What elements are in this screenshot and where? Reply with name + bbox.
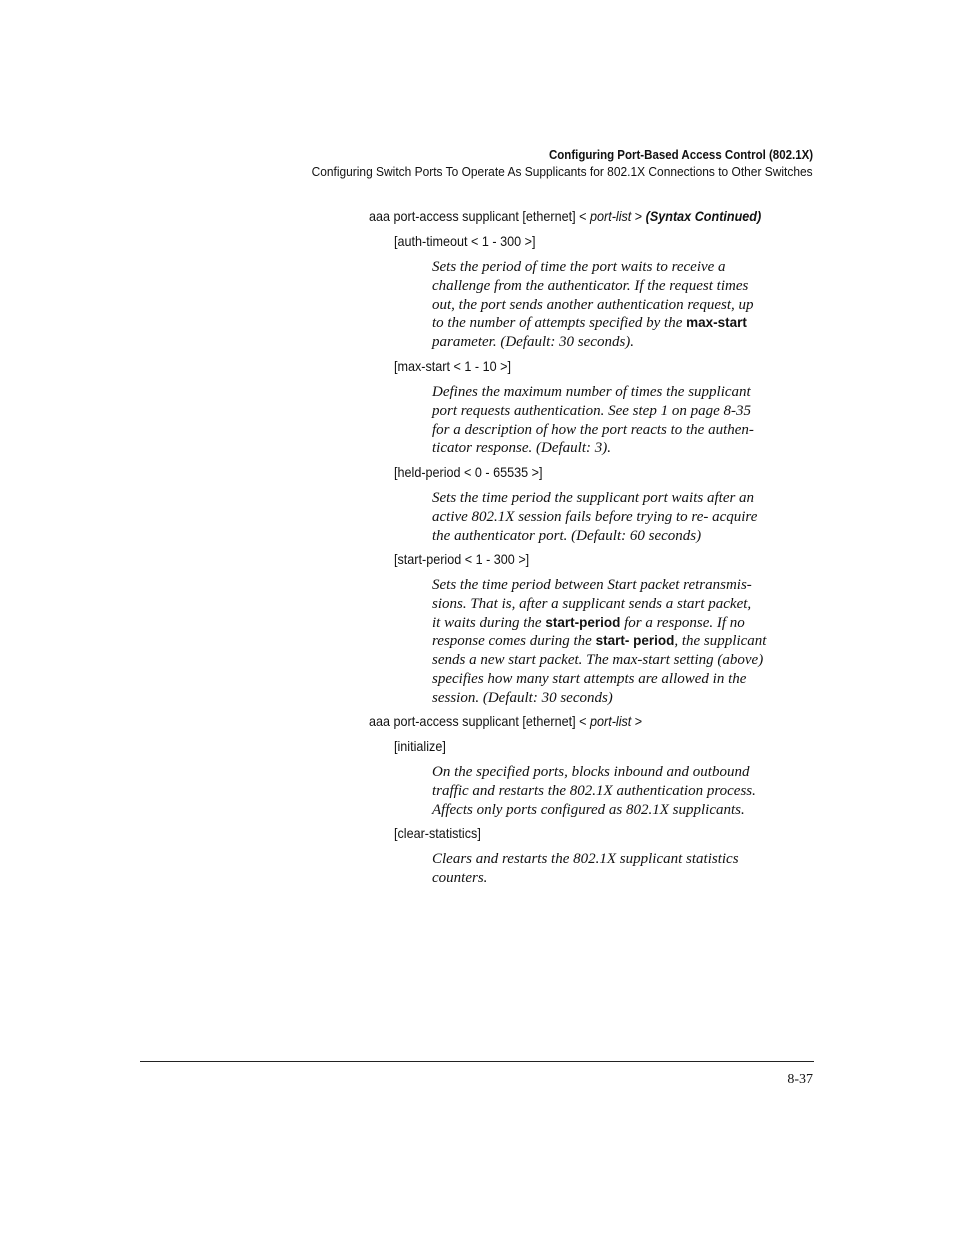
footer-divider [140,1061,814,1062]
syntax-continued-note: (Syntax Continued) [645,208,762,224]
desc-line: port requests authentication. See step 1 on page 8-35 [432,402,751,419]
port-list-placeholder: port-list [589,208,632,224]
param-initialize: [initialize] [394,738,446,754]
desc-clear-statistics [432,850,814,888]
port-list-placeholder: port-list [589,713,632,729]
desc-line: out, the port sends another authentication request, up [432,296,754,313]
desc-text: it waits during the [432,614,546,631]
desc-line [432,314,814,333]
param-auth-timeout: [auth-timeout < 1 - 300 >] [394,233,536,249]
keyword-start-period: start- period [595,633,675,649]
command-suffix: > [631,713,643,729]
desc-max-start [432,383,814,458]
desc-line [432,632,814,651]
desc-line: for a description of how the port reacts to the authen- [432,421,754,438]
desc-line: the authenticator port. (Default: 60 seconds) [432,527,702,544]
desc-line: traffic and restarts the 802.1X authentication process. [432,782,756,799]
param-clear-statistics: [clear-statistics] [394,825,481,841]
desc-text: response comes during the [432,633,596,650]
desc-line: sends a new start packet. The max-start setting (above) [432,652,764,669]
command-syntax [369,208,761,224]
page-number: 8-37 [787,1072,813,1087]
desc-line: Defines the maximum number of times the supplicant [432,384,751,400]
desc-held-period [432,489,814,545]
desc-text: to the number of attempts specified by the [432,315,687,332]
desc-line: Sets the time period the supplicant port waits after an [432,490,755,506]
desc-auth-timeout [432,258,814,352]
desc-line: On the specified ports, blocks inbound and outbound [432,764,750,780]
desc-initialize [432,763,814,819]
command-prefix: aaa port-access supplicant [ethernet] < [369,713,590,729]
keyword-start-period: start-period [545,614,621,630]
desc-line [432,614,814,633]
desc-line: counters. [432,869,488,886]
desc-line: ticator response. (Default: 3). [432,440,611,457]
desc-line: Sets the time period between Start packet retransmis- [432,577,752,593]
keyword-max-start: max-start [686,315,747,331]
running-header-title: Configuring Port-Based Access Control (802.1X) [548,148,813,162]
command-suffix: > [631,208,646,224]
running-header-subtitle: Configuring Switch Ports To Operate As Supplicants for 802.1X Connections to Other Switches [311,164,813,179]
desc-line: parameter. (Default: 30 seconds). [432,334,635,351]
desc-line: active 802.1X session fails before trying to re- acquire [432,508,758,525]
desc-line: session. (Default: 30 seconds) [432,689,613,706]
desc-text: , the supplicant [674,633,767,650]
desc-line: Affects only ports configured as 802.1X supplicants. [432,801,745,818]
desc-line: Sets the period of time the port waits to receive a [432,259,726,275]
desc-text: for a response. If no [620,614,745,631]
desc-line: Clears and restarts the 802.1X supplicant statistics [432,851,739,867]
param-held-period: [held-period < 0 - 65535 >] [394,464,543,480]
desc-line: sions. That is, after a supplicant sends a start packet, [432,595,752,612]
command-syntax [369,713,642,729]
desc-line: specifies how many start attempts are allowed in the [432,670,747,687]
desc-start-period [432,576,814,708]
param-max-start: [max-start < 1 - 10 >] [394,358,511,374]
desc-line: challenge from the authenticator. If the request times [432,277,749,294]
command-prefix: aaa port-access supplicant [ethernet] < [369,208,590,224]
param-start-period: [start-period < 1 - 300 >] [394,551,530,567]
